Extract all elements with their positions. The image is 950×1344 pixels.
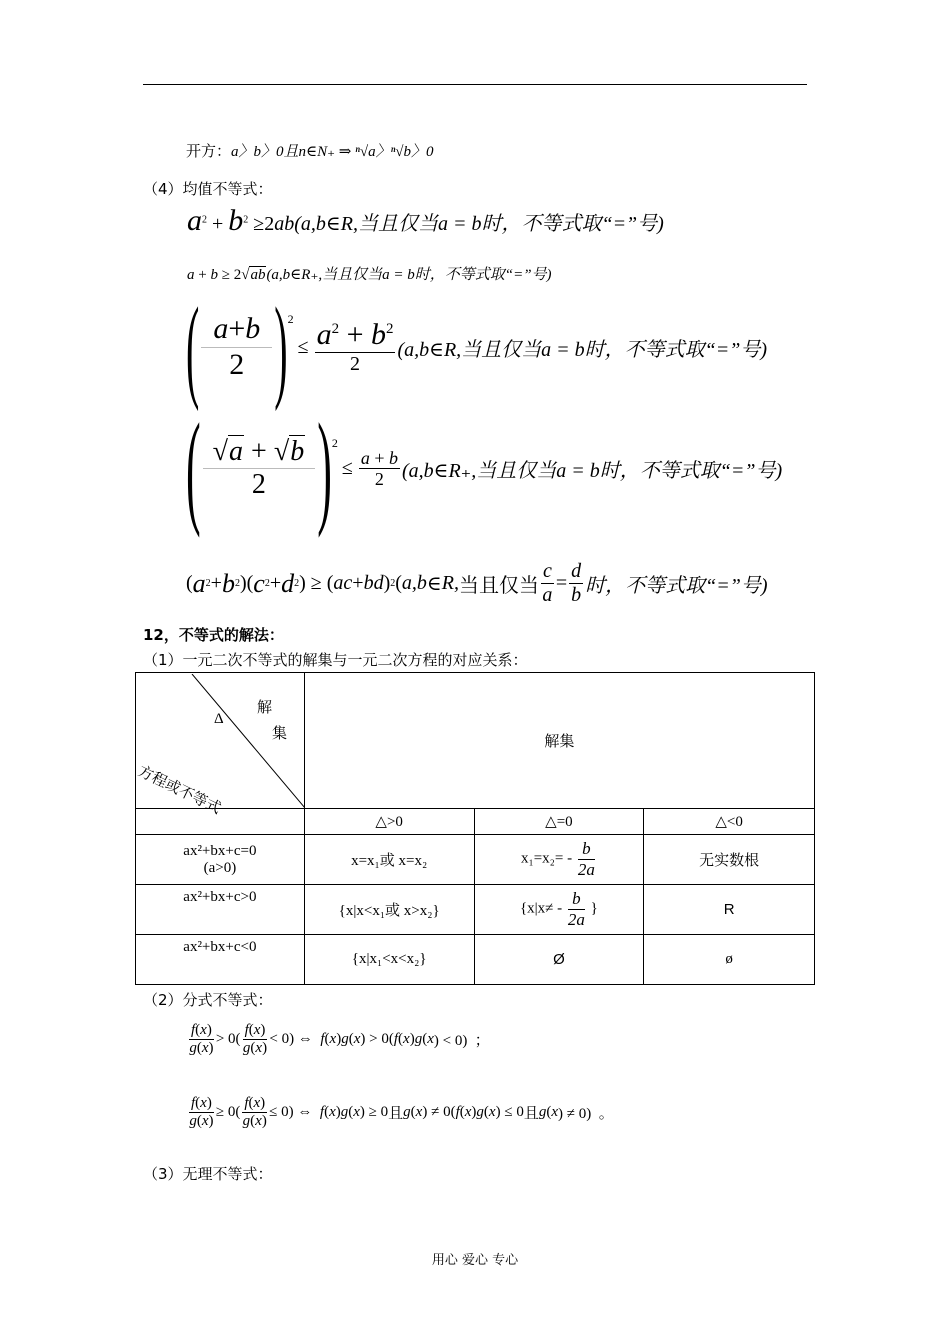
frac-den: 2a [567,910,585,929]
row-c2 [474,885,644,935]
frac-num: b [568,889,585,910]
root-rule-label: 开方： [186,142,232,160]
sub1-label: （1）一元二次不等式的解集与一元二次方程的对应关系： [143,651,528,669]
mean-ineq-1-cond: (a,b∈R,当且仅当a = b时，不等式取“=”号) [294,213,664,235]
mean-ineq-2-cond: (a,b∈R₊,当且仅当a = b时，不等式取“=”号) [266,267,552,283]
table-row [136,935,815,985]
table-header-cell: 解集 [304,673,814,809]
corner-eq: 方程或不等式 [135,761,225,817]
row-eq-cell [136,935,305,985]
table-empty-cell [136,809,305,835]
row-eq: ax²+bx+c<0 [183,939,257,955]
mean-ineq-1: $a^2 + b^2$ ≥2ab(a,b∈R,当且仅当a = b时，不等式取“=”号) [187,204,664,237]
root-rule-line [186,140,434,161]
mean-ineq-5-cond: 时，不等式取“=”号) [585,575,768,597]
root-rule-formula: a〉b〉0且n∈N₊ ⇒ ⁿ√a〉ⁿ√b〉0 [231,144,434,160]
corner-delta: Δ [214,710,224,727]
mean-ineq-2: a + b ≥ 2√ab(a,b∈R₊,当且仅当a = b时，不等式取“=”号) [187,267,552,283]
table-row [136,835,815,885]
col-delta-pos: △>0 [304,809,474,835]
header-rule [143,84,807,85]
row-c2 [474,835,644,885]
row-c1: x=x₁或 x=x₂ [304,835,474,885]
row-eq: ax²+bx+c>0 [183,889,257,905]
row-c3: ø [644,935,815,985]
corner-ji: 集 [272,723,288,742]
row-eq: ax²+bx+c=0 [183,842,257,859]
row-c2: Ø [474,935,644,985]
mean-ineq-5: ( a 2 + b 2 )( c 2 + d 2 ) ≥ ( ac + bd ) 2 ( a,b ∈ R, 当且仅当 $\frac{c}{a}$ = $\frac{d}{b}$ 时，不等式取“=”号) [186,560,768,606]
frac-ineq-1: $\frac{f(x)}{g(x)}$ > 0( $\frac{f(x)}{g(x)}$ < 0) ⇔ f ( x ) g ( x ) > 0( f ( x ) g ( x ) < 0) ； [189,1022,490,1057]
col-delta-zero: △=0 [474,809,644,835]
sub3-label: （3）无理不等式： [143,1165,273,1183]
mean-ineq-3: ( $\frac{a+b}{2}$ ) $^2$ ≤ $\frac{a^2 + b^2}{2}$ (a,b∈R,当且仅当a = b时，不等式取“=”号) [186,281,768,413]
row-eq-cell [136,885,305,935]
row-c1: {x|x<x₁或 x>x₂} [304,885,474,935]
frac-num: b [578,839,595,860]
row-c1: {x|x₁<x<x₂} [304,935,474,985]
mean-ineq-4-cond: (a,b∈R₊,当且仅当a = b时，不等式取“=”号) [402,460,783,483]
mean-ineq-4: ( $\frac{√a + √b}{2}$ ) $^2$ ≤ $\frac{a + b}{2}$ (a,b∈R₊,当且仅当a = b时，不等式取“=”号) [186,397,783,540]
table-row [136,885,815,935]
section-4-label: （4）均值不等式： [143,180,273,198]
mean-ineq-3-cond: (a,b∈R,当且仅当a = b时，不等式取“=”号) [397,338,768,361]
frac-ineq-2: $\frac{f(x)}{g(x)}$ ≥ 0( $\frac{f(x)}{g(x)}$ ≤ 0) ⇔ f ( x ) g ( x ) ≥ 0 且 g ( x ) ≠ 0( f ( x ) g ( x ) ≤ 0 且 g ( x ) ≠ 0) 。 [189,1095,614,1130]
row-c3: R [644,885,815,935]
row-c2-suffix: } [590,900,598,917]
row-c3: 无实数根 [644,835,815,885]
corner-jie: 解 [257,697,273,716]
frac-den: 2a [577,860,595,879]
row-eq-cell [136,835,305,885]
section-12-title: 12，不等式的解法： [143,626,284,644]
row-c2-prefix: {x|x≠ - [519,900,563,917]
row-c2-prefix: x₁=x₂= - [520,850,573,867]
col-delta-neg: △<0 [644,809,815,835]
page-footer: 用心 爱心 专心 [431,1253,519,1268]
sub2-label: （2）分式不等式： [143,991,273,1009]
solution-table [135,672,815,985]
row-eq-note: (a>0) [203,859,237,876]
table-corner-cell [135,673,305,817]
